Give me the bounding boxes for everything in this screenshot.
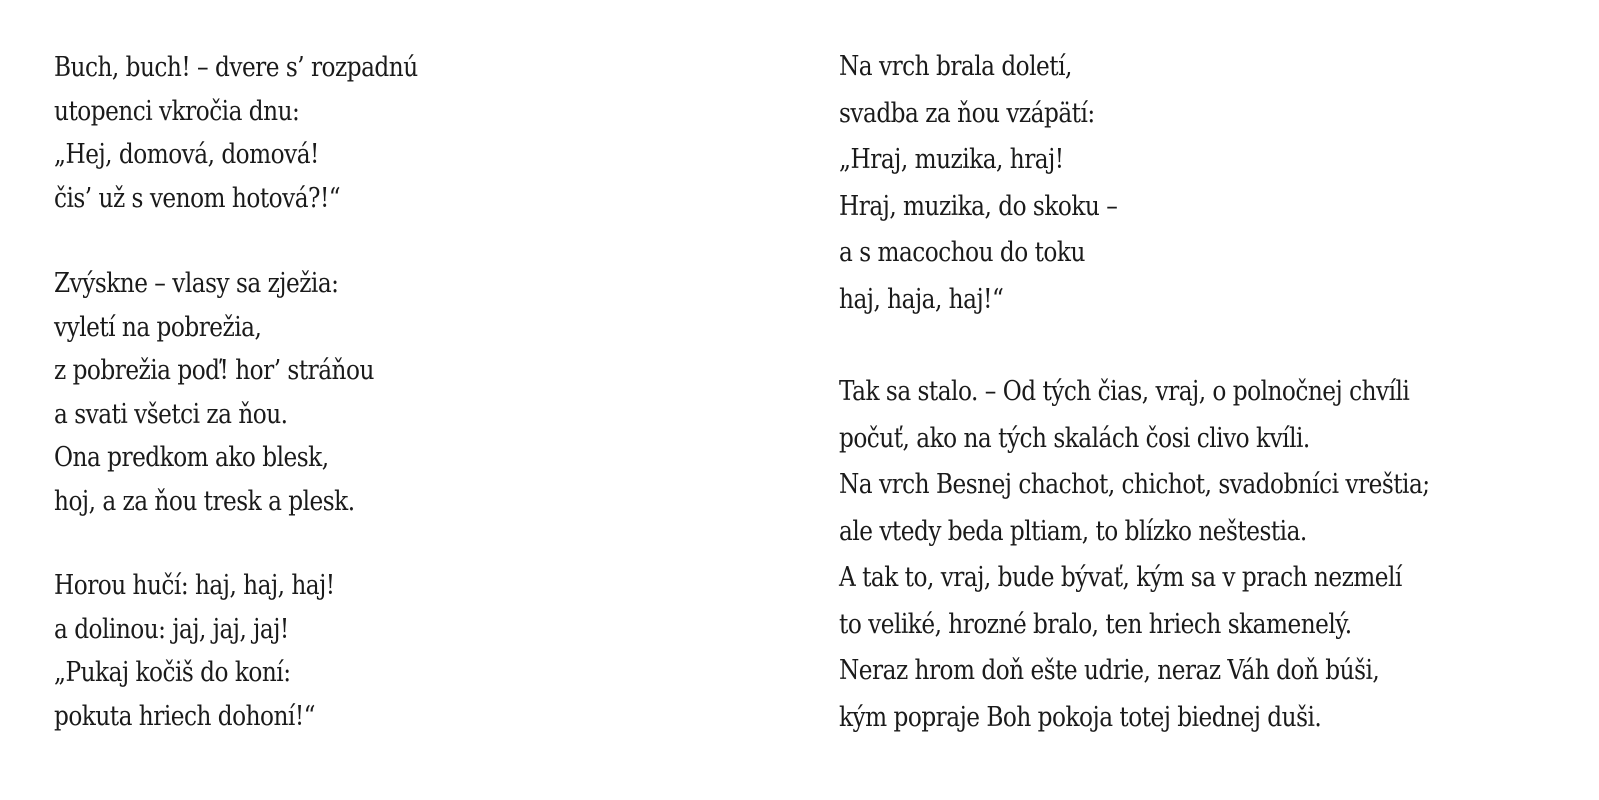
right-page	[800, 0, 1560, 800]
verse-line: ale vtedy beda pltiam, to blízko neštestia.	[839, 515, 1307, 547]
verse-line: „Hej, domová, domová!	[54, 139, 319, 170]
verse-line: a s macochou do toku	[839, 237, 1085, 268]
verse-line: kým popraje Boh pokoja totej biednej duši.	[839, 701, 1322, 733]
verse-line: vyletí na pobrežia,	[54, 311, 262, 343]
stanza-1	[54, 46, 477, 220]
verse-line: Zvýskne – vlasy sa zježia:	[54, 268, 339, 299]
verse-line: haj, haja, haj!“	[839, 283, 1004, 315]
verse-line: hoj, a za ňou tresk a plesk.	[54, 485, 355, 517]
verse-line: a dolinou: jaj, jaj, jaj!	[54, 613, 289, 645]
verse-line: Na vrch brala doletí,	[839, 51, 1072, 82]
verse-line: Horou hučí: haj, haj, haj!	[54, 570, 335, 601]
verse-line: Ona predkom ako blesk,	[54, 442, 329, 473]
verse-line: „Hraj, muzika, hraj!	[839, 144, 1064, 175]
verse-line: Buch, buch! – dvere s’ rozpadnú	[54, 52, 418, 83]
verse-line: Na vrch Besnej chachot, chichot, svadobníci vreštia;	[839, 469, 1430, 500]
verse-line: z pobrežia poď! hor’ stráňou	[54, 355, 374, 386]
verse-line: to veliké, hrozné bralo, ten hriech skamenelý.	[839, 608, 1352, 640]
verse-line: Tak sa stalo. – Od tých čias, vraj, o polnočnej chvíli	[839, 376, 1410, 407]
verse-line: svadba za ňou vzápätí:	[839, 97, 1095, 129]
stanza-2	[54, 262, 426, 523]
stanza-5	[839, 369, 1526, 741]
verse-line: A tak to, vraj, bude bývať, kým sa v prach nezmelí	[839, 562, 1402, 593]
verse-line: Neraz hrom doň ešte udrie, neraz Váh doň búši,	[839, 655, 1380, 686]
verse-line: „Pukaj kočiš do koní:	[54, 657, 291, 688]
verse-line: a svati všetci za ňou.	[54, 398, 288, 430]
stanza-3	[54, 564, 380, 738]
verse-line: utopenci vkročia dnu:	[54, 95, 300, 127]
left-page	[0, 0, 760, 800]
stanza-4	[839, 44, 1163, 323]
verse-line: čis’ už s venom hotová?!“	[54, 182, 341, 214]
verse-line: počuť, ako na tých skalách čosi clivo kvíli.	[839, 422, 1310, 454]
verse-line: Hraj, muzika, do skoku –	[839, 190, 1118, 222]
verse-line: pokuta hriech dohoní!“	[54, 700, 315, 732]
